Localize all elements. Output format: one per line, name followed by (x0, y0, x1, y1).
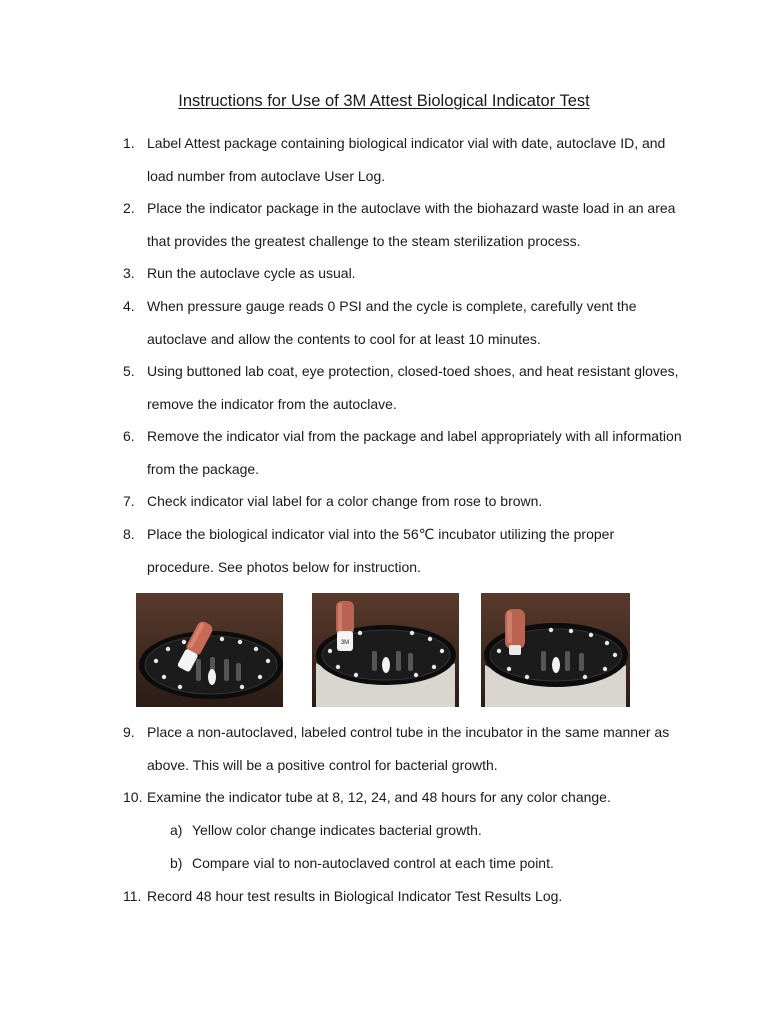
step-number: 11. (123, 888, 142, 904)
step-text: Examine the indicator tube at 8, 12, 24, and 48 hours for any color change. (147, 789, 611, 805)
step-text: Place the biological indicator vial into the 56℃ incubator utilizing the proper procedure. See photos below for instruction. (147, 526, 615, 575)
incubator-photo-graphic (481, 593, 630, 707)
step-number: 2. (123, 200, 135, 216)
incubator-photo-graphic (136, 593, 283, 707)
substep-text: Compare vial to non-autoclaved control at each time point. (192, 855, 554, 871)
incubator-photo-graphic (312, 593, 459, 707)
step-7 (123, 485, 683, 518)
step-number: 10. (123, 789, 143, 805)
step-3 (123, 257, 683, 290)
step-text: Run the autoclave cycle as usual. (147, 265, 356, 281)
step-text: When pressure gauge reads 0 PSI and the cycle is complete, carefully vent the autoclave and allow the contents to cool for at least 10 minutes. (147, 298, 637, 347)
step-text: Check indicator vial label for a color change from rose to brown. (147, 493, 543, 509)
vial-insertion-photo-3 (481, 593, 630, 707)
vial-insertion-photo-1 (136, 593, 283, 707)
vial-insertion-photo-2 (312, 593, 459, 707)
step-number: 8. (123, 526, 135, 542)
step-11 (123, 880, 683, 913)
step-6 (123, 420, 683, 485)
step-text: Using buttoned lab coat, eye protection, closed-toed shoes, and heat resistant gloves, remove the indicator from the autoclave. (147, 363, 679, 412)
page-title: Instructions for Use of 3M Attest Biological Indicator Test (178, 92, 590, 110)
step-number: 1. (123, 135, 135, 151)
substep-letter: a) (170, 822, 183, 838)
step-5 (123, 355, 683, 420)
step-number: 3. (123, 265, 135, 281)
substep-a (170, 814, 690, 847)
step-number: 4. (123, 298, 135, 314)
step-number: 5. (123, 363, 135, 379)
step-1 (123, 127, 683, 192)
step-text: Record 48 hour test results in Biological Indicator Test Results Log. (147, 888, 563, 904)
substep-b (170, 847, 690, 880)
step-number: 7. (123, 493, 135, 509)
step-8 (123, 518, 683, 583)
step-number: 6. (123, 428, 135, 444)
step-text: Place the indicator package in the autoclave with the biohazard waste load in an area that provides the greatest challenge to the steam sterilization process. (147, 200, 676, 249)
step-text: Label Attest package containing biological indicator vial with date, autoclave ID, and load number from autoclave User Log. (147, 135, 666, 184)
step-2 (123, 192, 683, 257)
step-4 (123, 290, 683, 355)
step-10 (123, 781, 683, 814)
step-text: Remove the indicator vial from the package and label appropriately with all information from the package. (147, 428, 682, 477)
step-9 (123, 716, 683, 781)
substep-text: Yellow color change indicates bacterial growth. (192, 822, 482, 838)
vial-label-text: 3M (340, 640, 350, 646)
step-text: Place a non-autoclaved, labeled control tube in the incubator in the same manner as above. This will be a positive control for bacterial growth. (147, 724, 670, 773)
substep-letter: b) (170, 855, 183, 871)
step-number: 9. (123, 724, 135, 740)
